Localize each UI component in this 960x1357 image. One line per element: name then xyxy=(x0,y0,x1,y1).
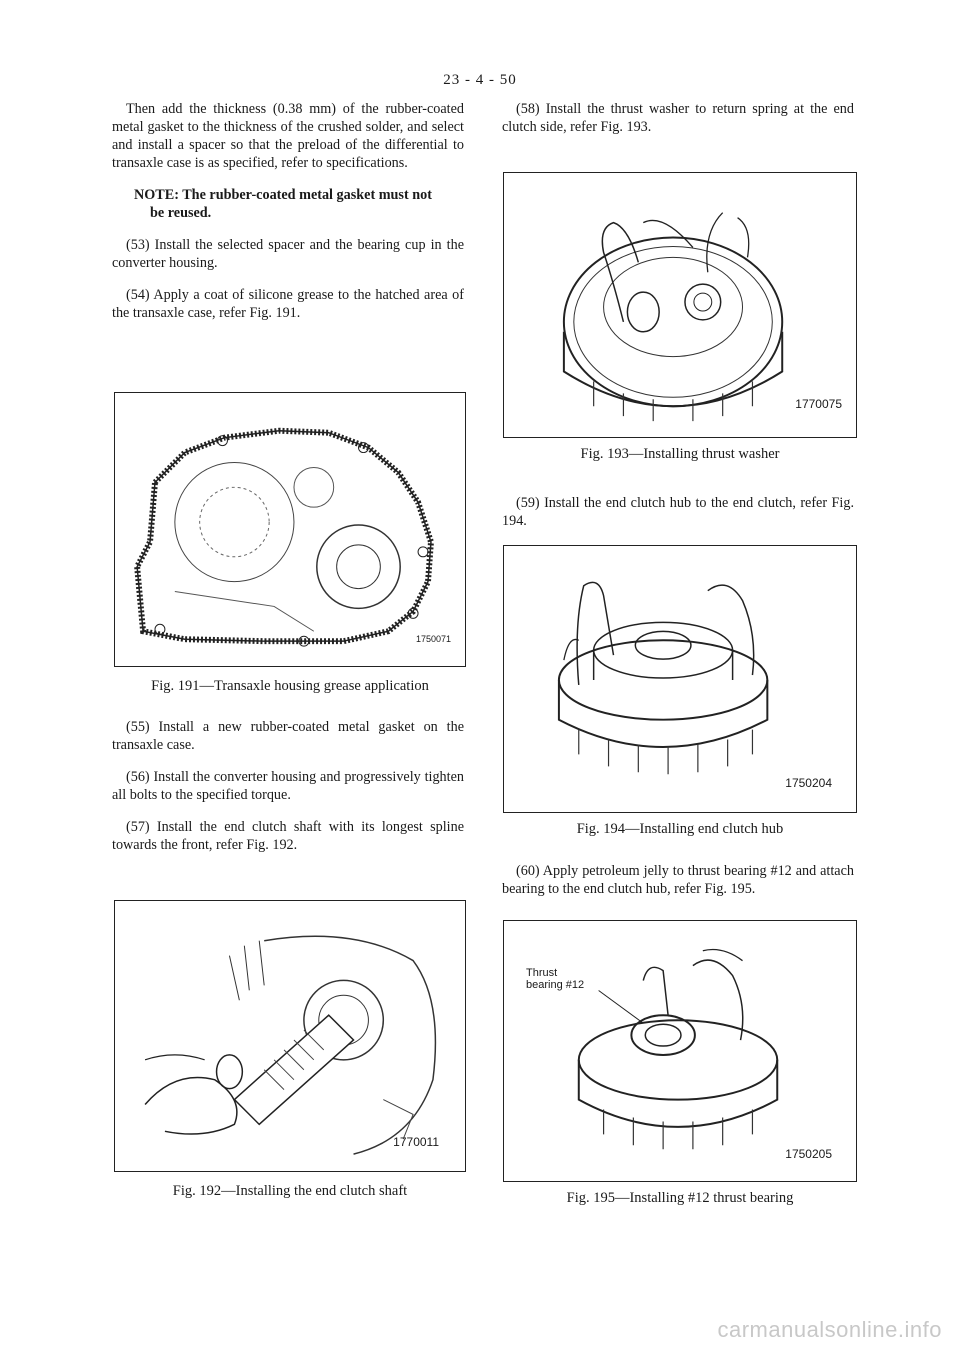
paragraph-step-56: (56) Install the converter housing and progressively tighten all bolts to the specified torque. xyxy=(112,769,464,803)
figure-195-id: 1750205 xyxy=(785,1147,832,1161)
figure-195-caption: Fig. 195—Installing #12 thrust bearing xyxy=(566,1190,794,1206)
figure-192-illustration xyxy=(115,901,465,1171)
watermark: carmanualsonline.info xyxy=(717,1317,942,1342)
figure-193-id: 1770075 xyxy=(795,397,842,411)
figure-191-caption: Fig. 191—Transaxle housing grease application xyxy=(151,678,429,694)
figure-194-illustration xyxy=(504,546,856,812)
figure-193-caption: Fig. 193—Installing thrust washer xyxy=(580,446,780,462)
paragraph-step-60: (60) Apply petroleum jelly to thrust bearing #12 and attach bearing to the end clutch hub, refer Fig. 195. xyxy=(502,863,854,897)
paragraph-step-54: (54) Apply a coat of silicone grease to the hatched area of the transaxle case, refer Fig. 191. xyxy=(112,287,464,321)
figure-192-caption: Fig. 192—Installing the end clutch shaft xyxy=(172,1183,408,1199)
figure-195-illustration xyxy=(504,921,856,1181)
figure-192 xyxy=(114,900,466,1172)
paragraph-step-55: (55) Install a new rubber-coated metal gasket on the transaxle case. xyxy=(112,719,464,753)
paragraph-step-59: (59) Install the end clutch hub to the end clutch, refer Fig. 194. xyxy=(502,495,854,529)
figure-191-illustration xyxy=(115,393,465,666)
note-line-2: be reused. xyxy=(150,205,212,221)
figure-194-caption: Fig. 194—Installing end clutch hub xyxy=(576,821,784,837)
figure-195 xyxy=(503,920,857,1182)
figure-195-label-line-1: Thrust xyxy=(526,967,558,979)
page-number: 23 - 4 - 50 xyxy=(443,72,517,88)
left-column-top xyxy=(112,100,464,336)
figure-193 xyxy=(503,172,857,438)
right-column-step-59 xyxy=(502,494,854,544)
figure-195-label-line-2: bearing #12 xyxy=(526,979,585,991)
left-column-bottom xyxy=(112,718,464,868)
note xyxy=(134,186,464,222)
figure-191-id: 1750071 xyxy=(415,634,451,644)
note-line-1: NOTE: The rubber-coated metal gasket must not xyxy=(134,187,432,203)
paragraph-step-58: (58) Install the thrust washer to return spring at the end clutch side, refer Fig. 193. xyxy=(502,101,854,135)
figure-194-id: 1750204 xyxy=(785,776,832,790)
figure-195-label xyxy=(526,967,584,991)
right-column-step-60 xyxy=(502,862,854,912)
right-column-top xyxy=(502,100,854,150)
figure-194 xyxy=(503,545,857,813)
figure-191 xyxy=(114,392,466,667)
paragraph-step-53: (53) Install the selected spacer and the bearing cup in the converter housing. xyxy=(112,237,464,271)
figure-192-id: 1770011 xyxy=(393,1135,439,1149)
paragraph-step-57: (57) Install the end clutch shaft with its longest spline towards the front, refer Fig. 192. xyxy=(112,819,464,853)
paragraph-intro: Then add the thickness (0.38 mm) of the rubber-coated metal gasket to the thickness of the crushed solder, and select and install a spacer so that the preload of the differential to transaxle case is as specified, refer to specifications. xyxy=(112,101,464,171)
